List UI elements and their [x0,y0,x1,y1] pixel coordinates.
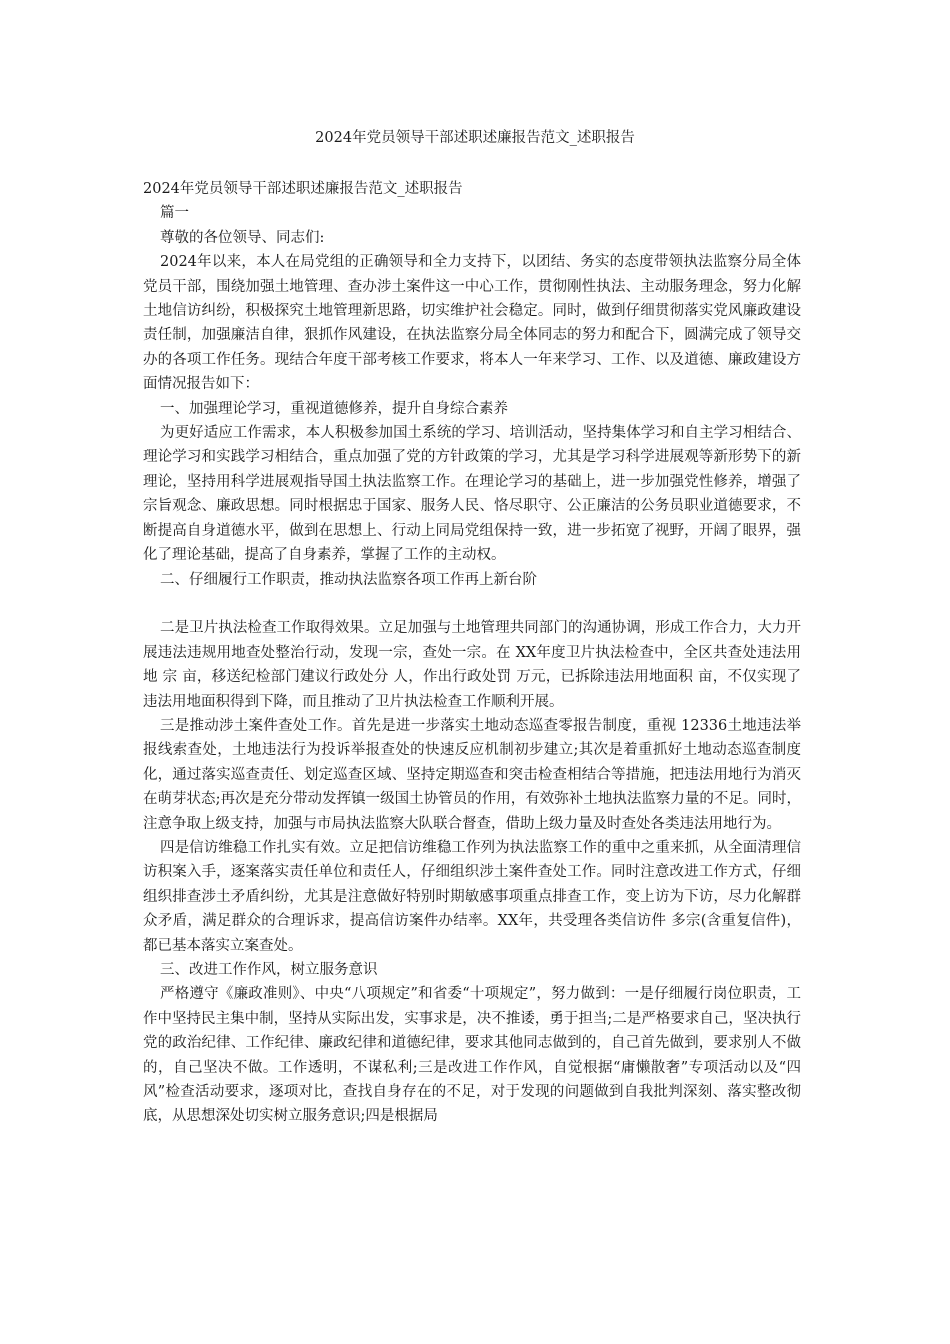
section-heading-3: 三、改进工作作风，树立服务意识 [160,961,378,978]
section-heading-2: 二、仔细履行工作职责，推动执法监察各项工作再上新台阶 [160,571,537,588]
salutation: 尊敬的各位领导、同志们: [160,229,325,246]
blank-line [143,592,801,616]
document-body [143,177,801,1129]
document-subtitle: 2024年党员领导干部述职述廉报告范文_述职报告 [143,181,463,197]
paragraph-work-style: 严格遵守《廉政准则》、中央“八项规定”和省委“十项规定”，努力做到：一是仔细履行岗位职责，工作中坚持民主集中制，坚持从实际出发，实事求是，决不推诿，勇于担当;二是严格要求自己，坚决执行党的政治纪律、工作纪律、廉政纪律和道德纪律，要求其他同志做到的，自己首先做到，要求别人不做的，自己坚决不做。工作透明，不谋私利;三是改进工作作风，自觉根据“庸懒散奢”专项活动以及“四风”检查活动要求，逐项对比，查找自身存在的不足，对于发现的问题做到自我批判深刻、落实整改彻底，从思想深处切实树立服务意识;四是根据局 [143,986,801,1125]
paragraph-petition-stability: 四是信访维稳工作扎实有效。立足把信访维稳工作列为执法监察工作的重中之重来抓，从全面清理信访积案入手，逐案落实责任单位和责任人，仔细组织涉土案件查处工作。同时注意改进工作方式，仔细组织排查涉土矛盾纠纷，尤其是注意做好特别时期敏感事项重点排查工作，变上访为下访，尽力化解群众矛盾，满足群众的合理诉求，提高信访案件办结率。XX年，共受理各类信访件 多宗(含重复信件)，都已基本落实立案查处。 [143,839,801,954]
section-label: 篇一 [160,205,189,222]
paragraph-case-handling: 三是推动涉土案件查处工作。首先是进一步落实土地动态巡查零报告制度，重视 12336土地违法举报线索查处，土地违法行为投诉举报查处的快速反应机制初步建立;其次是着重抓好土地动态巡查制度化，通过落实巡查责任、划定巡查区域、坚持定期巡查和突击检查相结合等措施，把违法用地行为消灭在萌芽状态;再次是充分带动发挥镇一级国土协管员的作用，有效弥补土地执法监察力量的不足。同时，注意争取上级支持，加强与市局执法监察大队联合督查，借助上级力量及时查处各类违法用地行为。 [143,717,801,832]
section-heading-1: 一、加强理论学习，重视道德修养，提升自身综合素养 [160,400,508,417]
paragraph-satellite-inspection: 二是卫片执法检查工作取得效果。立足加强与土地管理共同部门的沟通协调，形成工作合力，大力开展违法违规用地查处整治行动，发现一宗，查处一宗。在 XX年度卫片执法检查中，全区共查处违法用地 宗 亩，移送纪检部门建议行政处分 人，作出行政处罚 万元，已拆除违法用地面积 亩，不仅实现了违法用地面积得到下降，而且推动了卫片执法检查工作顺利开展。 [143,620,801,710]
document-title: 2024年党员领导干部述职述廉报告范文_述职报告 [315,130,635,146]
paragraph-intro: 2024年以来，本人在局党组的正确领导和全力支持下，以团结、务实的态度带领执法监察分局全体党员干部，围绕加强土地管理、查办涉土案件这一中心工作，贯彻刚性执法、主动服务理念，努力化解土地信访纠纷，积极探究土地管理新思路，切实维护社会稳定。同时，做到仔细贯彻落实党风廉政建设责任制，加强廉洁自律，狠抓作风建设，在执法监察分局全体同志的努力和配合下，圆满完成了领导交办的各项工作任务。现结合年度干部考核工作要求，将本人一年来学习、工作、以及道德、廉政建设方面情况报告如下： [143,254,801,393]
paragraph-theory-study: 为更好适应工作需求，本人积极参加国土系统的学习、培训活动，坚持集体学习和自主学习相结合、理论学习和实践学习相结合，重点加强了党的方针政策的学习，尤其是学习科学进展观等新形势下的新理论，坚持用科学进展观指导国土执法监察工作。在理论学习的基础上，进一步加强党性修养，增强了宗旨观念、廉政思想。同时根据忠于国家、服务人民、恪尽职守、公正廉洁的公务员职业道德要求，不断提高自身道德水平，做到在思想上、行动上同局党组保持一致，进一步拓宽了视野，开阔了眼界，强化了理论基础，提高了自身素养，掌握了工作的主动权。 [143,425,801,564]
